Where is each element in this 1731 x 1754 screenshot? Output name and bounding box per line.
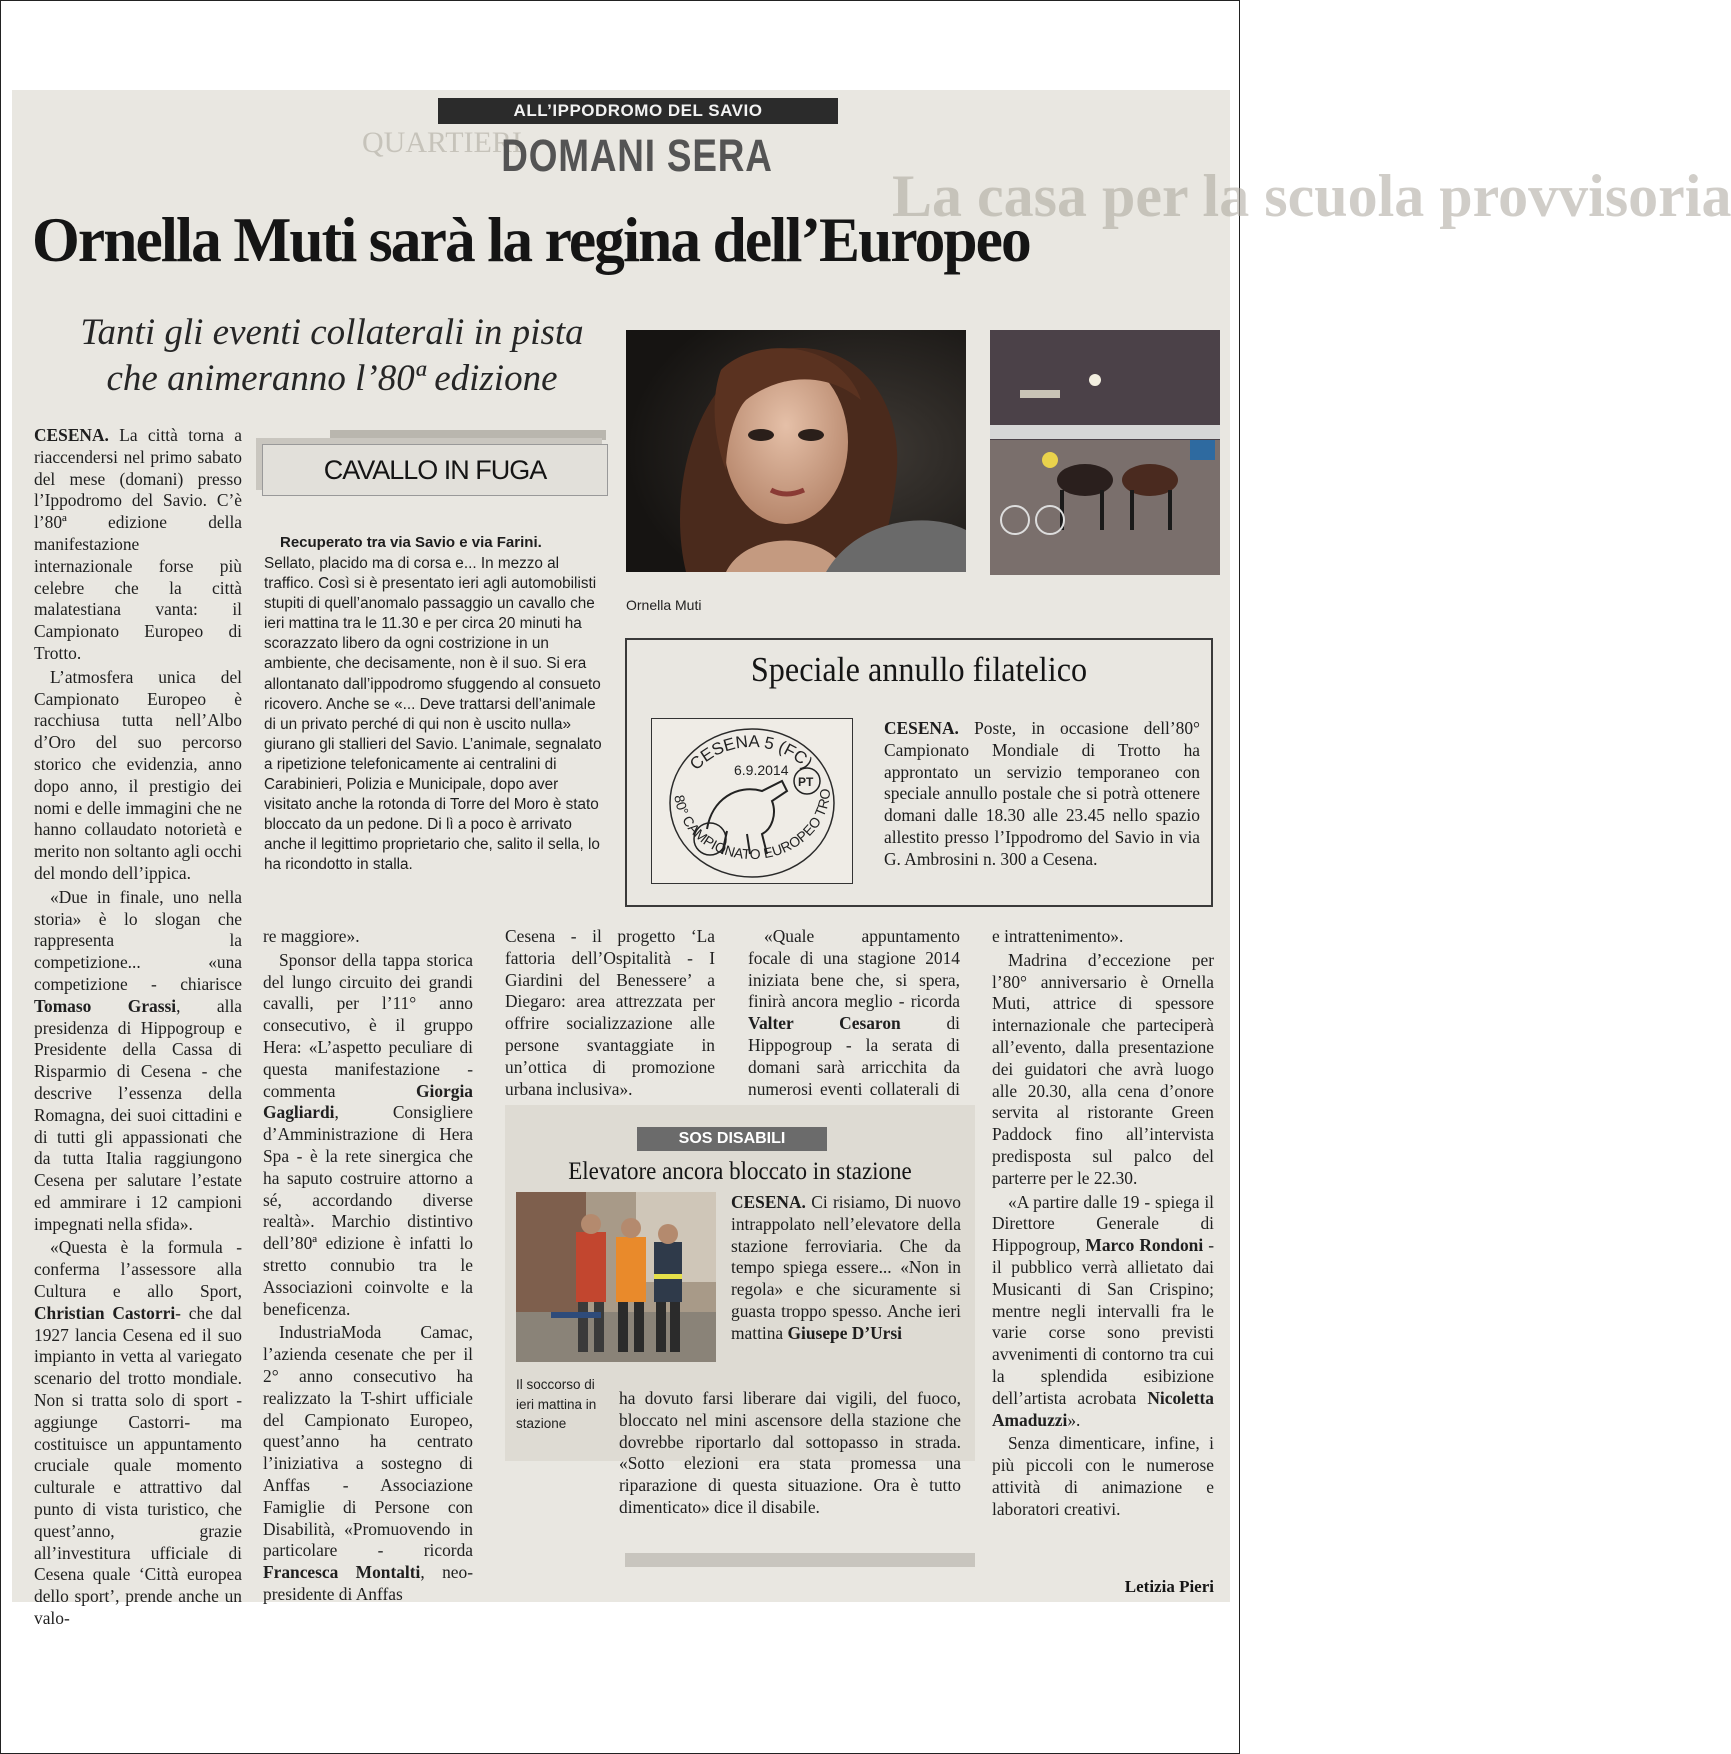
rescue-photo-caption: Il soccorso di ieri mattina in stazione [516,1377,597,1431]
paragraph [34,425,242,665]
sos-body-part-2: ha dovuto farsi liberare dai vigili, del fuoco, bloccato nel mini ascensore della stazione che dovrebbe riportarlo dal sottopasso in strada. «Sotto elezioni era stata promessa una riparazione di questa situazione. Ora è tutto dimenticato» dice il disabile. [619,1388,961,1517]
stamp-badge: PT [798,775,814,789]
dateline: CESENA. [884,718,959,738]
paragraph-text: Ci risiamo, Di nuovo intrappolato nell’elevatore della stazione ferroviaria. Che da tempo spiega essere... «Non in regola» e che sicuramente si guasta troppo spesso. Anche ieri mattina [731,1192,961,1343]
paragraph: re maggiore». [263,926,360,946]
person-name: Giorgia Gagliardi [263,1080,473,1123]
paragraph: e intrattenimento». [992,926,1124,946]
paragraph [263,1322,473,1605]
article-column-4 [748,926,960,1124]
paragraph-text: , neo-presidente di Anffas [263,1562,473,1604]
trotting-race-photo [990,330,1220,575]
stamp-city: CESENA 5 (FC) [686,731,817,774]
paragraph [748,926,960,1122]
article-column-5 [992,926,1214,1523]
subheadline [52,310,612,403]
dateline: CESENA. [34,425,109,445]
kicker-label: ALL’IPPODROMO DEL SAVIO [438,98,838,124]
rescue-illustration [516,1192,716,1362]
postmark-illustration [652,719,852,883]
paragraph: Cesena - il progetto ‘La fattoria dell’Ospitalità - I Giardini del Benessere’ a Diegaro: area attrezzata per offrire socializzazione alle persone svantaggiate in un’ottica di promozione urbana inclusiva». [505,926,715,1099]
paragraph-text: di Hippogroup - la serata di domani sarà arricchita da numerosi eventi collaterali di [748,1013,961,1099]
sos-title: Elevatore ancora bloccato in stazione [568,1158,912,1185]
person-name: Marco Rondoni [1085,1235,1204,1256]
paragraph-text: Poste, in occasione dell’80° Campionato Mondiale di Trotto ha approntato un servizio temporaneo con speciale annullo postale che si potrà ottenere domani dalle 18.30 alle 23.45 nello spazio allestito presso l’Ippodromo del Savio in via G. Ambrosini n. 300 a Cesena. [884,718,1200,869]
person-name: Francesca Montalti [263,1562,421,1583]
filatelico-title: Speciale annullo filatelico [750,650,1088,689]
person-name: Nicoletta Amaduzzi [992,1387,1214,1430]
paragraph: Madrina d’eccezione per l’80° anniversario è Ornella Muti, attrice di spessore internazionale che parteciperà all’evento, dalla presentazione dei guidatori che avrà luogo alle 20.30, alla cena d’onore servita al ristorante Green Paddock fino all’intervista predisposta sul palco del parterre per le 22.30. [992,949,1214,1188]
paragraph [34,1237,242,1629]
rescue-photo [516,1192,716,1362]
subheadline-line-2: che animeranno l’80ª edizione [106,358,558,400]
author-byline: Letizia Pieri [1124,1577,1214,1596]
overline: DOMANI SERA [501,130,773,181]
paragraph [263,950,473,1321]
portrait-illustration [626,330,966,572]
person-name: Tomaso Grassi [34,995,177,1016]
paragraph-text: «Questa è la formula - conferma l’assessore alla Cultura e allo Sport, [34,1237,242,1302]
paragraph-text: La città torna a riaccendersi nel primo sabato del mese (domani) presso l’Ippodromo del Savio. C’è l’80ª edizione della manifestazione internazionale forse più celebre che la città malatestiana vanta: il Campionato Europeo di Trotto. [34,425,242,663]
article-column-2 [263,926,473,1608]
paragraph [992,1192,1214,1432]
person-name: Giusepe D’Ursi [787,1322,902,1343]
person-name: Christian Castorri [34,1302,176,1323]
paragraph-text: «Due in finale, uno nella storia» è lo slogan che rappresenta la competizione... «una competizione - chiarisce [34,886,242,994]
sos-body-part-1 [731,1192,961,1345]
ornella-muti-photo [626,330,966,572]
bleed-through-text: QUARTIERI [362,126,522,159]
paragraph-text: ». [1067,1409,1081,1430]
paragraph-text: , Consigliere d’Amministrazione di Hera Spa - è la rete sinergica che ha saputo costruire attorno a sé, accordando diverse realtà». Marchio distintivo dell’80ª edizione è infatti lo stretto connubio tra le Associazioni coinvolte e la beneficenza. [263,1102,473,1319]
paragraph-text: , alla presidenza di Hippogroup e Presidente della Cassa di Risparmio di Cesena - che descrive l’essenza della Romagna, dei suoi cittadini e di tutti gli appassionati che da tutta Italia raggiungono Cesena per salutare l’estate ed ammirare i 12 campioni impegnati nella sfida». [34,995,243,1234]
paragraph-text: IndustriaModa Camac, l’azienda cesenate che per il 2° anno consecutivo ha realizzato la T-shirt ufficiale del Campionato Europeo, quest’anno ha centrato l’iniziativa a sostegno di Anffas - Associazione Famiglie di Persone con Disabilità, «Promuovendo in particolare - ricorda [263,1322,473,1561]
sos-decoration [625,1553,975,1567]
sos-disabili-label: SOS DISABILI [637,1127,827,1151]
cavallo-subtitle: Recuperato tra via Savio e via Farini. [280,534,542,551]
photo-caption: Ornella Muti [626,597,702,613]
cavallo-body: Sellato, placido ma di corsa e... In mezzo al traffico. Così si è presentato ieri agli automobilisti stupiti di quell’anomalo passaggio un cavallo che ieri mattina tra le 11.30 e per circa 20 minuti ha scorazzato libero da ogni costrizione in un ambiente, che decisamente, non è il suo. Si era allontanato dall’ippodromo sfuggendo al consueto ricovero. Anche se «... Deve trattarsi dell’animale di un privato perché di qui non è uscito nulla» giurano gli stallieri del Savio. L’animale, segnalato a ripetizione telefonicamente ai centralini di Carabinieri, Polizia e Municipale, dopo aver visitato anche la rotonda di Torre del Moro è stato bloccato da un pedone. Di lì a poco è arrivato anche il legittimo proprietario che, salito il sella, lo ha ricondotto in stalla. [264,555,602,874]
paragraph: L’atmosfera unica del Campionato Europeo è racchiusa tutta nell’Albo d’Oro del suo percorso storico che evidenzia, anno dopo anno, il prestigio dei nomi e delle immagini che ne hanno collaudato notorietà e merito non soltanto agli occhi del mondo dell’ippica. [34,666,242,883]
cavallo-in-fuga-label: CAVALLO IN FUGA [262,444,608,496]
box-decoration [330,430,606,440]
paragraph-text: «Quale appuntamento focale di una stagione 2014 iniziata bene che, si spera, finirà ancora meglio - ricorda [748,926,960,1012]
dateline: CESENA. [731,1192,806,1212]
paragraph-text: «A partire dalle 19 - spiega il Direttore Generale di Hippogroup, [992,1191,1214,1256]
newspaper-clipping [12,90,1731,1629]
article-column-1 [34,425,242,1632]
subheadline-line-1: Tanti gli eventi collaterali in pista [80,312,584,353]
race-illustration [990,330,1220,575]
person-name: Valter Cesaron [748,1013,901,1034]
filatelico-box [625,638,1213,907]
postmark-stamp [651,718,853,884]
stamp-date: 6.9.2014 [734,762,789,778]
article-column-3 [505,926,715,1102]
paragraph [34,887,242,1236]
bleed-through-text: La casa per la scuola provvisoria [892,163,1731,229]
paragraph-text: - il pubblico verrà allietato dai Musicanti di San Crispino; mentre negli intervalli fra le varie corse sono previsti avvenimenti di contorno tra cui la splendida esibizione dell’artista acrobata [992,1235,1214,1408]
paragraph-text: Sponsor della tappa storica del lungo circuito dei grandi cavalli, per l’11° anno consecutivo, è il gruppo Hera: «L’aspetto peculiare di questa manifestazione - commenta [263,949,473,1101]
headline: Ornella Muti sarà la regina dell’Europeo [32,204,1030,275]
paragraph: Senza dimenticare, infine, i più piccoli con le numerose attività di animazione e laboratori creativi. [992,1433,1214,1519]
filatelico-body [884,718,1200,871]
stamp-ring-text: 80° CAMPIONATO EUROPEO TRO [671,787,834,863]
paragraph-text: - che dal 1927 lancia Cesena ed il suo impianto in vetta al variegato scenario del trotto mondiale. Non si tratta solo di sport - aggiunge Castorri- ma costituisce un appuntamento cruciale quale momento culturale e attrattivo dal punto di vista turistico, che quest’anno, grazie all’investitura ufficiale di Cesena quale ‘Città europea dello sport’, prende anche un valo- [34,1302,242,1629]
